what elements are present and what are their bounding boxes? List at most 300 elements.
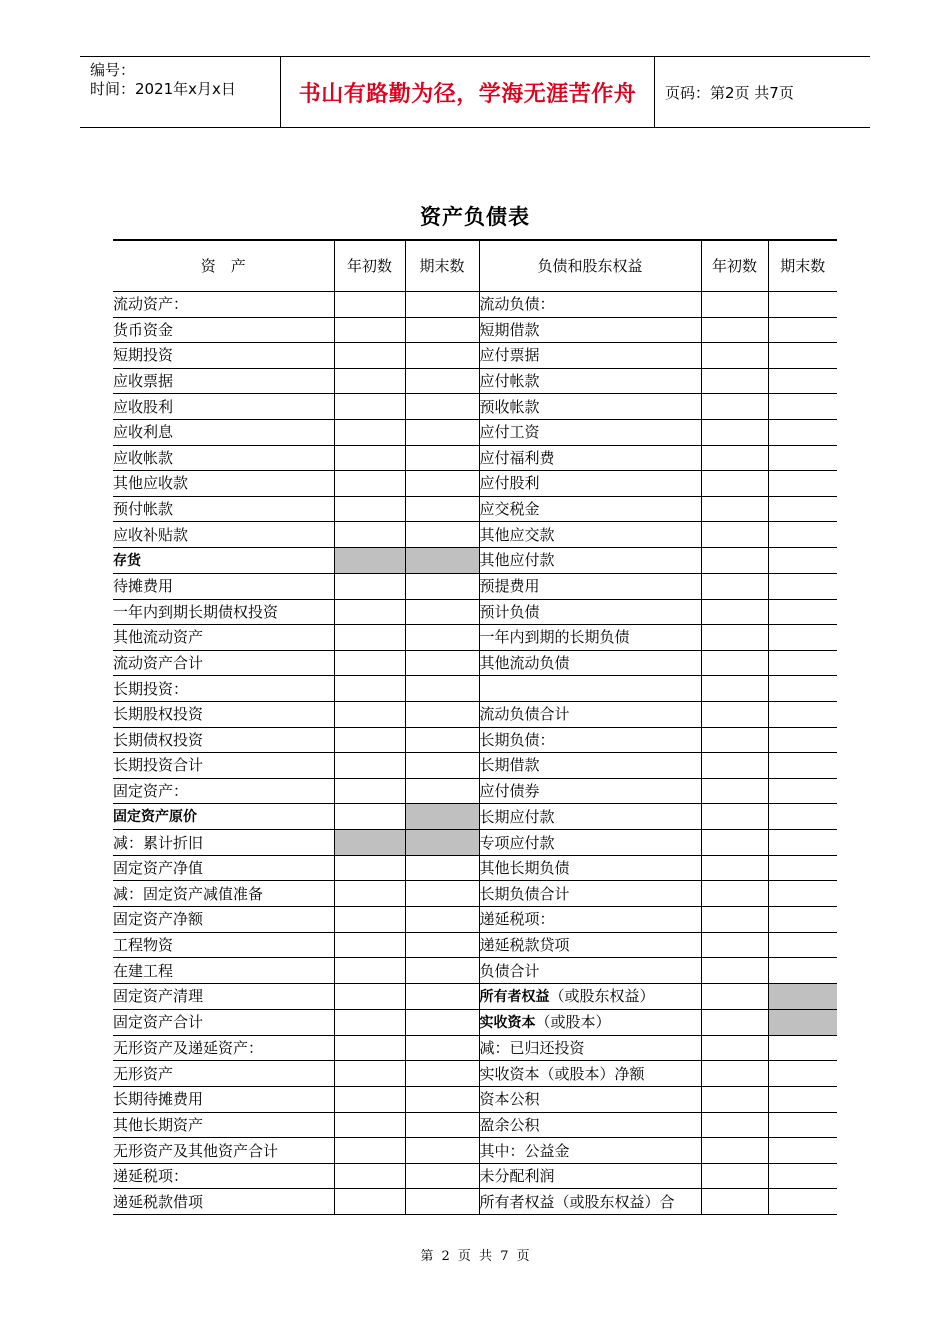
liability-item-label <box>479 804 701 830</box>
liability-item-text: 长期应付款 <box>479 807 555 826</box>
asset-year-end-cell <box>405 1087 479 1113</box>
table-row <box>113 445 837 471</box>
liability-year-end-cell <box>768 701 837 727</box>
asset-year-start-cell <box>334 650 405 676</box>
liability-item-label <box>479 701 701 727</box>
table-row <box>113 1138 837 1164</box>
liability-item-label <box>479 625 701 651</box>
liability-year-start-cell <box>701 907 768 933</box>
liability-year-end-cell <box>768 394 837 420</box>
asset-year-start-cell <box>334 471 405 497</box>
liability-year-start-cell <box>701 573 768 599</box>
asset-year-end-cell <box>405 881 479 907</box>
asset-year-end-cell <box>405 778 479 804</box>
table-row <box>113 522 837 548</box>
asset-item-label <box>113 676 334 702</box>
liability-year-end-cell <box>768 907 837 933</box>
liability-year-start-cell <box>701 676 768 702</box>
asset-year-start-cell <box>334 804 405 830</box>
asset-item-label <box>113 650 334 676</box>
asset-year-end-cell <box>405 1061 479 1087</box>
table-row <box>113 496 837 522</box>
table-row <box>113 625 837 651</box>
col-header-liabilities: 负债和股东权益 <box>479 240 701 292</box>
asset-year-start-cell <box>334 830 405 856</box>
asset-item-label <box>113 753 334 779</box>
table-row <box>113 983 837 1009</box>
liability-year-end-cell <box>768 573 837 599</box>
liability-item-label <box>479 317 701 343</box>
col-header-year-start-right: 年初数 <box>701 240 768 292</box>
header-page-info: 页码：第2页 共7页 <box>665 83 794 102</box>
asset-item-text: 无形资产及其他资产合计 <box>113 1141 279 1160</box>
liability-year-end-cell <box>768 599 837 625</box>
liability-year-start-cell <box>701 830 768 856</box>
liability-item-text: 实收资本 <box>479 1014 536 1031</box>
table-row <box>113 727 837 753</box>
liability-item-suffix: （或股东权益） <box>549 986 655 1005</box>
liability-item-label <box>479 650 701 676</box>
asset-year-end-cell <box>405 419 479 445</box>
liability-year-start-cell <box>701 855 768 881</box>
liability-year-end-cell <box>768 753 837 779</box>
liability-item-text: 预提费用 <box>479 577 540 596</box>
asset-year-start-cell <box>334 1009 405 1035</box>
asset-year-end-cell <box>405 1112 479 1138</box>
liability-year-end-cell <box>768 343 837 369</box>
liability-item-text: 递延税项： <box>479 910 555 929</box>
asset-item-text: 固定资产： <box>113 781 189 800</box>
asset-year-start-cell <box>334 983 405 1009</box>
asset-year-end-cell <box>405 343 479 369</box>
liability-year-start-cell <box>701 368 768 394</box>
liability-year-end-cell <box>768 727 837 753</box>
asset-item-label <box>113 1163 334 1189</box>
asset-year-start-cell <box>334 599 405 625</box>
liability-year-end-cell <box>768 522 837 548</box>
liability-year-end-cell <box>768 958 837 984</box>
asset-year-start-cell <box>334 701 405 727</box>
col-header-assets: 资 产 <box>113 240 334 292</box>
liability-year-start-cell <box>701 804 768 830</box>
liability-item-text: 其他应付款 <box>479 551 555 570</box>
liability-year-end-cell <box>768 983 837 1009</box>
asset-year-end-cell <box>405 1163 479 1189</box>
asset-year-end-cell <box>405 573 479 599</box>
liability-item-label <box>479 932 701 958</box>
liability-year-start-cell <box>701 1009 768 1035</box>
asset-year-end-cell <box>405 830 479 856</box>
liability-year-start-cell <box>701 599 768 625</box>
liability-item-label <box>479 547 701 573</box>
liability-item-label <box>479 1163 701 1189</box>
asset-year-end-cell <box>405 727 479 753</box>
asset-item-text: 长期股权投资 <box>113 705 204 724</box>
liability-item-label <box>479 419 701 445</box>
liability-item-text: 流动负债： <box>479 295 555 314</box>
asset-year-start-cell <box>334 419 405 445</box>
asset-item-label <box>113 804 334 830</box>
liability-item-label <box>479 522 701 548</box>
table-row <box>113 881 837 907</box>
asset-item-text: 流动资产： <box>113 295 189 314</box>
liability-year-end-cell <box>768 292 837 318</box>
liability-year-end-cell <box>768 830 837 856</box>
asset-item-label <box>113 445 334 471</box>
table-row <box>113 419 837 445</box>
table-row <box>113 1035 837 1061</box>
asset-year-end-cell <box>405 496 479 522</box>
asset-item-label <box>113 599 334 625</box>
table-row <box>113 855 837 881</box>
table-row <box>113 778 837 804</box>
asset-item-text: 递延税款借项 <box>113 1192 204 1211</box>
asset-item-label <box>113 573 334 599</box>
asset-year-end-cell <box>405 368 479 394</box>
liability-item-text: 递延税款贷项 <box>479 935 570 954</box>
liability-item-label <box>479 445 701 471</box>
liability-year-end-cell <box>768 1138 837 1164</box>
liability-item-label <box>479 676 701 702</box>
asset-year-end-cell <box>405 522 479 548</box>
page-header <box>80 56 870 128</box>
asset-year-end-cell <box>405 445 479 471</box>
liability-year-start-cell <box>701 1087 768 1113</box>
asset-item-label <box>113 1189 334 1215</box>
table-row <box>113 958 837 984</box>
liability-year-start-cell <box>701 343 768 369</box>
asset-item-label <box>113 778 334 804</box>
table-row <box>113 547 837 573</box>
liability-item-text: 所有者权益 <box>479 988 550 1005</box>
asset-year-start-cell <box>334 958 405 984</box>
asset-year-end-cell <box>405 701 479 727</box>
liability-year-start-cell <box>701 958 768 984</box>
asset-year-start-cell <box>334 625 405 651</box>
page-footer: 第 2 页 共 7 页 <box>420 1249 530 1264</box>
asset-year-end-cell <box>405 907 479 933</box>
asset-item-label <box>113 727 334 753</box>
liability-year-start-cell <box>701 932 768 958</box>
liability-item-label <box>479 1138 701 1164</box>
liability-item-text: 负债合计 <box>479 961 540 980</box>
liability-year-end-cell <box>768 471 837 497</box>
liability-year-start-cell <box>701 650 768 676</box>
liability-item-text: 应付票据 <box>479 346 540 365</box>
table-row <box>113 1112 837 1138</box>
asset-year-start-cell <box>334 1087 405 1113</box>
header-meta <box>80 57 281 127</box>
asset-item-text: 一年内到期长期债权投资 <box>113 602 279 621</box>
liability-year-end-cell <box>768 1087 837 1113</box>
asset-year-start-cell <box>334 343 405 369</box>
liability-item-text: 长期借款 <box>479 756 540 775</box>
liability-year-start-cell <box>701 496 768 522</box>
asset-item-text: 减：固定资产减值准备 <box>113 884 264 903</box>
asset-year-end-cell <box>405 855 479 881</box>
liability-year-start-cell <box>701 1112 768 1138</box>
asset-year-start-cell <box>334 1061 405 1087</box>
liability-item-text: 长期负债合计 <box>479 884 570 903</box>
liability-year-end-cell <box>768 1112 837 1138</box>
asset-item-label <box>113 343 334 369</box>
asset-year-start-cell <box>334 1112 405 1138</box>
liability-item-text: 减：已归还投资 <box>479 1039 585 1058</box>
liability-year-start-cell <box>701 1163 768 1189</box>
liability-item-text: 应付债券 <box>479 781 540 800</box>
liability-year-end-cell <box>768 676 837 702</box>
liability-year-end-cell <box>768 932 837 958</box>
liability-year-start-cell <box>701 1189 768 1215</box>
asset-item-label <box>113 368 334 394</box>
liability-item-text: 流动负债合计 <box>479 705 570 724</box>
liability-item-label <box>479 292 701 318</box>
asset-year-end-cell <box>405 1009 479 1035</box>
liability-year-start-cell <box>701 394 768 420</box>
asset-year-start-cell <box>334 292 405 318</box>
liability-item-text: 应交税金 <box>479 500 540 519</box>
asset-item-label <box>113 1087 334 1113</box>
liability-year-start-cell <box>701 701 768 727</box>
liability-item-text: 实收资本（或股本）净额 <box>479 1064 645 1083</box>
asset-year-start-cell <box>334 1163 405 1189</box>
liability-item-suffix: （或股本） <box>535 1012 611 1031</box>
asset-item-label <box>113 547 334 573</box>
liability-year-end-cell <box>768 496 837 522</box>
asset-year-start-cell <box>334 1138 405 1164</box>
asset-item-label <box>113 983 334 1009</box>
asset-item-label <box>113 701 334 727</box>
asset-year-end-cell <box>405 1189 479 1215</box>
liability-year-start-cell <box>701 445 768 471</box>
liability-item-label <box>479 1189 701 1215</box>
table-row <box>113 804 837 830</box>
liability-year-end-cell <box>768 1035 837 1061</box>
liability-year-end-cell <box>768 881 837 907</box>
liability-year-end-cell <box>768 855 837 881</box>
liability-item-label <box>479 1061 701 1087</box>
asset-item-label <box>113 1138 334 1164</box>
balance-sheet-table <box>113 239 837 1215</box>
table-row <box>113 1087 837 1113</box>
asset-item-label <box>113 625 334 651</box>
asset-item-label <box>113 1112 334 1138</box>
asset-year-start-cell <box>334 1035 405 1061</box>
asset-year-end-cell <box>405 547 479 573</box>
asset-year-end-cell <box>405 625 479 651</box>
asset-item-text: 无形资产及递延资产： <box>113 1039 264 1058</box>
asset-year-end-cell <box>405 471 479 497</box>
table-row <box>113 599 837 625</box>
liability-item-label <box>479 573 701 599</box>
asset-year-end-cell <box>405 650 479 676</box>
liability-year-start-cell <box>701 778 768 804</box>
liability-year-end-cell <box>768 547 837 573</box>
asset-item-text: 长期待摊费用 <box>113 1090 204 1109</box>
asset-item-text: 固定资产原价 <box>113 809 197 826</box>
liability-year-start-cell <box>701 1035 768 1061</box>
asset-item-label <box>113 394 334 420</box>
liability-item-text: 应付工资 <box>479 423 540 442</box>
liability-item-label <box>479 496 701 522</box>
asset-year-start-cell <box>334 394 405 420</box>
liability-year-end-cell <box>768 1189 837 1215</box>
asset-year-start-cell <box>334 317 405 343</box>
table-row <box>113 471 837 497</box>
liability-item-label <box>479 881 701 907</box>
asset-item-text: 应收帐款 <box>113 448 174 467</box>
liability-year-start-cell <box>701 1061 768 1087</box>
asset-item-label <box>113 932 334 958</box>
asset-year-end-cell <box>405 317 479 343</box>
asset-year-end-cell <box>405 932 479 958</box>
liability-item-text: 其他应交款 <box>479 525 555 544</box>
table-row <box>113 394 837 420</box>
asset-year-end-cell <box>405 1138 479 1164</box>
liability-year-end-cell <box>768 317 837 343</box>
table-row <box>113 573 837 599</box>
asset-item-label <box>113 317 334 343</box>
table-row <box>113 753 837 779</box>
liability-item-text: 应付福利费 <box>479 448 555 467</box>
asset-year-end-cell <box>405 753 479 779</box>
table-row <box>113 830 837 856</box>
table-row <box>113 1163 837 1189</box>
liability-year-start-cell <box>701 317 768 343</box>
liability-year-end-cell <box>768 1163 837 1189</box>
asset-year-start-cell <box>334 368 405 394</box>
asset-item-text: 应收票据 <box>113 372 174 391</box>
asset-item-text: 固定资产净额 <box>113 910 204 929</box>
liability-item-text: 短期借款 <box>479 320 540 339</box>
asset-item-text: 待摊费用 <box>113 577 174 596</box>
asset-item-text: 长期投资合计 <box>113 756 204 775</box>
asset-item-text: 预付帐款 <box>113 500 174 519</box>
liability-year-end-cell <box>768 1009 837 1035</box>
liability-year-end-cell <box>768 778 837 804</box>
liability-item-label <box>479 727 701 753</box>
liability-item-label <box>479 855 701 881</box>
liability-year-end-cell <box>768 625 837 651</box>
asset-item-text: 存货 <box>113 552 141 569</box>
table-body <box>113 292 837 1215</box>
asset-year-start-cell <box>334 932 405 958</box>
asset-item-text: 固定资产净值 <box>113 859 204 878</box>
liability-item-text: 应付股利 <box>479 474 540 493</box>
asset-item-label <box>113 855 334 881</box>
asset-year-start-cell <box>334 573 405 599</box>
liability-item-label <box>479 753 701 779</box>
table-row <box>113 1009 837 1035</box>
liability-year-end-cell <box>768 650 837 676</box>
table-row <box>113 292 837 318</box>
liability-item-text: 所有者权益（或股东权益）合 <box>479 1192 675 1211</box>
asset-year-start-cell <box>334 547 405 573</box>
header-motto: 书山有路勤为径，学海无涯苦作舟 <box>281 57 655 127</box>
serial-label: 编号： <box>90 61 136 79</box>
liability-year-start-cell <box>701 292 768 318</box>
asset-year-start-cell <box>334 881 405 907</box>
liability-item-label <box>479 368 701 394</box>
liability-year-start-cell <box>701 881 768 907</box>
liability-item-label <box>479 830 701 856</box>
table-row <box>113 1189 837 1215</box>
page-title: 资产负债表 <box>420 204 530 229</box>
asset-item-text: 固定资产合计 <box>113 1013 204 1032</box>
liability-item-text: 盈余公积 <box>479 1115 540 1134</box>
asset-item-label <box>113 1009 334 1035</box>
asset-item-text: 递延税项： <box>113 1167 189 1186</box>
liability-year-end-cell <box>768 804 837 830</box>
liability-item-label <box>479 778 701 804</box>
asset-item-text: 应收股利 <box>113 397 174 416</box>
table-row <box>113 650 837 676</box>
liability-item-label <box>479 983 701 1009</box>
liability-item-text: 资本公积 <box>479 1090 540 1109</box>
asset-year-end-cell <box>405 394 479 420</box>
asset-item-label <box>113 496 334 522</box>
liability-item-label <box>479 1112 701 1138</box>
asset-item-text: 其他流动资产 <box>113 628 204 647</box>
asset-item-text: 流动资产合计 <box>113 654 204 673</box>
asset-item-text: 应收利息 <box>113 423 174 442</box>
liability-year-start-cell <box>701 727 768 753</box>
liability-item-text: 长期负债： <box>479 730 555 749</box>
liability-year-end-cell <box>768 445 837 471</box>
liability-year-start-cell <box>701 522 768 548</box>
table-row <box>113 1061 837 1087</box>
asset-year-start-cell <box>334 778 405 804</box>
liability-year-end-cell <box>768 419 837 445</box>
time-label: 时间：2021年x月x日 <box>90 80 236 98</box>
liability-item-label <box>479 1035 701 1061</box>
asset-year-start-cell <box>334 753 405 779</box>
liability-year-start-cell <box>701 983 768 1009</box>
col-header-year-end: 期末数 <box>405 240 479 292</box>
asset-item-label <box>113 292 334 318</box>
table-row <box>113 317 837 343</box>
asset-item-label <box>113 1035 334 1061</box>
asset-item-text: 在建工程 <box>113 961 174 980</box>
liability-year-start-cell <box>701 753 768 779</box>
asset-item-label <box>113 958 334 984</box>
liability-item-label <box>479 1087 701 1113</box>
liability-item-text: 预收帐款 <box>479 397 540 416</box>
liability-year-end-cell <box>768 1061 837 1087</box>
liability-item-text: 专项应付款 <box>479 833 555 852</box>
liability-year-start-cell <box>701 419 768 445</box>
liability-item-text: 其中：公益金 <box>479 1141 570 1160</box>
asset-item-text: 无形资产 <box>113 1064 174 1083</box>
asset-item-text: 应收补贴款 <box>113 525 189 544</box>
table-row <box>113 676 837 702</box>
asset-year-end-cell <box>405 292 479 318</box>
table-row <box>113 932 837 958</box>
asset-item-text: 其他长期资产 <box>113 1115 204 1134</box>
asset-item-text: 长期债权投资 <box>113 730 204 749</box>
liability-item-label <box>479 907 701 933</box>
asset-item-text: 工程物资 <box>113 935 174 954</box>
asset-item-text: 减：累计折旧 <box>113 833 204 852</box>
liability-item-label <box>479 343 701 369</box>
table-row <box>113 701 837 727</box>
liability-item-text: 预计负债 <box>479 602 540 621</box>
table-row <box>113 907 837 933</box>
col-header-year-end-right: 期末数 <box>768 240 837 292</box>
liability-item-label <box>479 599 701 625</box>
asset-year-start-cell <box>334 445 405 471</box>
asset-item-text: 短期投资 <box>113 346 174 365</box>
